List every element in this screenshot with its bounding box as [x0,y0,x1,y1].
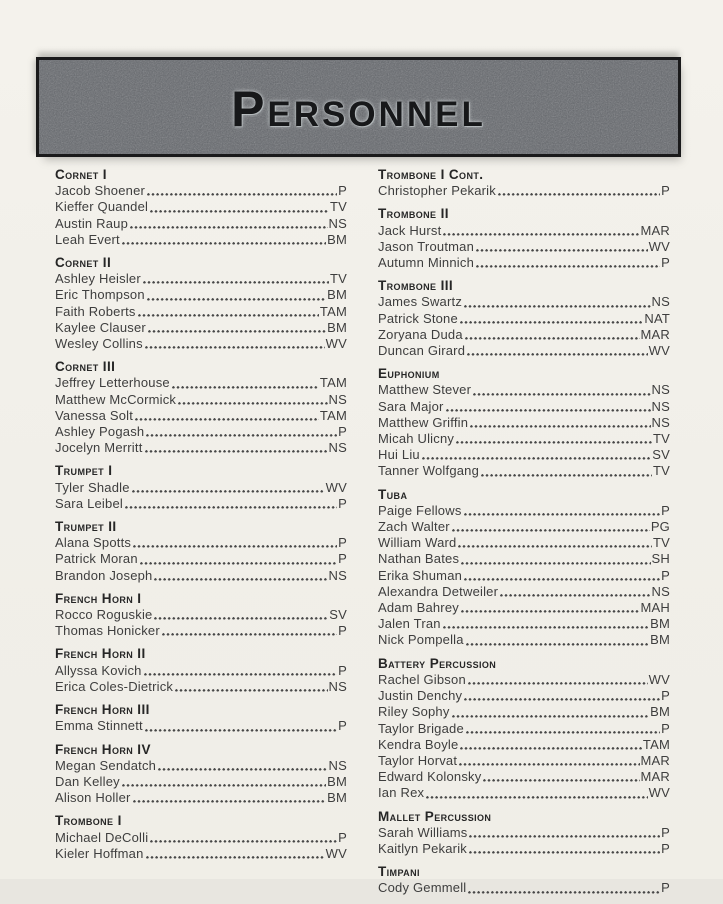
roster-row [378,239,670,255]
dot-leader [469,851,660,855]
school-code: NS [328,391,347,407]
roster-columns [0,163,723,896]
member-name: Jason Troutman [378,238,475,254]
roster-row [378,399,670,415]
dot-leader [458,545,652,549]
roster-row [378,183,670,199]
school-code: BM [650,704,670,720]
school-code: NS [651,398,670,414]
dot-leader [147,298,326,302]
section-heading: French Horn I [55,590,142,606]
member-name: Jacob Shoener [55,183,146,199]
roster-row [55,199,347,215]
member-name: Hui Liu [378,447,420,463]
roster-row [55,232,347,248]
school-code: P [661,183,670,199]
roster-row [55,216,347,232]
dot-leader [456,441,652,445]
section-heading: Trombone I [55,813,122,829]
roster-row [55,774,347,790]
roster-row [378,519,670,535]
dot-leader [464,578,660,582]
member-name: Nathan Bates [378,551,460,567]
section-heading: Cornet I [55,167,107,182]
member-name: Emma Stinnett [55,718,143,734]
instrument-section [378,278,670,359]
dot-leader [452,529,650,533]
dot-leader [460,747,641,751]
roster-row [378,688,670,704]
dot-leader [473,393,650,397]
dot-leader [470,425,650,429]
dot-leader [468,891,660,895]
school-code: P [338,535,347,551]
roster-row [55,183,347,199]
school-code: TAM [319,303,347,319]
dot-leader [133,545,337,549]
school-code: NS [328,567,347,583]
dot-leader [172,386,319,390]
roster-row [378,294,670,310]
member-name: Alexandra Detweiler [378,583,499,599]
member-name: Patrick Stone [378,310,458,326]
roster-row [378,632,670,648]
school-code: MAR [640,222,670,238]
school-code: WV [648,343,670,359]
roster-row [55,623,347,639]
school-code: MAR [640,326,670,342]
dot-leader [476,249,648,253]
member-name: Sara Leibel [55,495,123,511]
section-heading: Cornet III [55,359,116,375]
dot-leader [466,731,660,735]
member-name: Cody Gemmell [378,880,467,896]
dot-leader [483,779,639,783]
dot-leader [178,402,327,406]
instrument-section [378,809,670,858]
dot-leader [468,682,648,686]
dot-leader [132,490,325,494]
section-heading: Trombone II [378,206,449,222]
section-heading: Euphonium [378,366,440,382]
instrument-section [55,359,347,456]
roster-row [378,382,670,398]
section-heading: French Horn II [55,646,146,662]
school-code: WV [648,238,670,254]
instrument-section [378,366,670,479]
roster-row [378,431,670,447]
school-code: WV [648,785,670,801]
roster-row [378,535,670,551]
school-code: P [338,183,347,199]
dot-leader [138,314,319,318]
member-name: Autumn Minnich [378,255,475,271]
member-name: Erica Coles-Dietrick [55,678,174,694]
dot-leader [467,353,648,357]
roster-row [55,304,347,320]
dot-leader [154,578,327,582]
instrument-section [378,864,670,896]
instrument-section [55,255,347,352]
dot-leader [459,763,639,767]
instrument-section [55,702,347,734]
dot-leader [498,193,660,197]
dot-leader [140,562,337,566]
member-name: Vanessa Solt [55,407,134,423]
roster-row [378,769,670,785]
section-heading: Battery Percussion [378,655,497,671]
member-name: Erika Shuman [378,567,463,583]
member-name: Kendra Boyle [378,736,459,752]
roster-row [55,607,347,623]
dot-leader [443,233,639,237]
section-heading: Mallet Percussion [378,808,492,824]
school-code: P [661,880,670,896]
school-code: WV [648,671,670,687]
roster-row [378,503,670,519]
member-name: Eric Thompson [55,287,145,303]
dot-leader [150,210,329,214]
roster-row [378,841,670,857]
roster-row [55,679,347,695]
dot-leader [144,673,338,677]
dot-leader [162,633,337,637]
school-code: P [661,824,670,840]
dot-leader [146,856,325,860]
dot-leader [481,474,652,478]
school-code: NS [328,440,347,456]
member-name: Kieler Hoffman [55,845,144,861]
member-name: Jalen Tran [378,616,441,632]
section-heading: Trombone I Cont. [378,167,484,182]
roster-row [378,672,670,688]
school-code: TV [329,271,347,287]
member-name: Thomas Honicker [55,623,160,639]
member-name: Wesley Collins [55,336,143,352]
dot-leader [466,643,649,647]
school-code: PG [650,519,670,535]
dot-leader [145,450,328,454]
dot-leader [422,457,651,461]
school-code: NS [328,678,347,694]
personnel-banner [36,57,681,157]
school-code: BM [327,319,347,335]
school-code: NS [651,382,670,398]
roster-row [378,223,670,239]
school-code: TV [329,199,347,215]
dot-leader [446,409,651,413]
dot-leader [130,226,328,230]
roster-row [55,336,347,352]
instrument-section [55,742,347,807]
member-name: Faith Roberts [55,303,136,319]
dot-leader [461,610,640,614]
roster-row [55,392,347,408]
dot-leader [150,840,337,844]
school-code: BM [650,616,670,632]
member-name: Matthew McCormick [55,391,177,407]
instrument-section [378,656,670,802]
school-code: P [338,551,347,567]
dot-leader [122,242,326,246]
roster-row [378,721,670,737]
member-name: Dan Kelley [55,773,120,789]
roster-row [378,753,670,769]
roster-row [378,327,670,343]
instrument-section [55,167,347,248]
school-code: WV [325,336,347,352]
dot-leader [476,265,660,269]
school-code: NAT [644,310,670,326]
member-name: James Swartz [378,294,463,310]
instrument-section [378,487,670,649]
school-code: BM [327,773,347,789]
roster-row [378,785,670,801]
dot-leader [145,729,337,733]
member-name: Rocco Roguskie [55,607,153,623]
dot-leader [158,768,327,772]
dot-leader [133,800,327,804]
member-name: Brandon Joseph [55,567,153,583]
school-code: WV [325,845,347,861]
school-code: P [338,623,347,639]
dot-leader [464,305,651,309]
dot-leader [461,562,650,566]
roster-row [378,704,670,720]
school-code: P [661,720,670,736]
roster-row [55,551,347,567]
member-name: Allyssa Kovich [55,662,142,678]
school-code: P [661,502,670,518]
dot-leader [148,330,326,334]
member-name: Taylor Brigade [378,720,464,736]
member-name: William Ward [378,535,457,551]
roster-row [378,447,670,463]
school-code: P [661,255,670,271]
school-code: BM [327,231,347,247]
dot-leader [154,617,328,621]
dot-leader [465,337,640,341]
school-code: P [338,662,347,678]
personnel-column-left [55,167,347,869]
instrument-section [55,463,347,512]
school-code: TV [652,431,670,447]
section-heading: Timpani [378,864,420,880]
member-name: Justin Denchy [378,688,463,704]
member-name: Austin Raup [55,215,129,231]
page-title: Personnel [231,81,486,137]
roster-row [378,737,670,753]
instrument-section [378,167,670,199]
roster-row [55,408,347,424]
school-code: P [661,688,670,704]
school-code: TAM [642,736,670,752]
school-code: P [661,567,670,583]
dot-leader [426,796,647,800]
dot-leader [146,434,337,438]
instrument-section [378,206,670,271]
member-name: Leah Evert [55,231,120,247]
dot-leader [460,321,643,325]
member-name: Sara Major [378,398,444,414]
roster-row [378,551,670,567]
member-name: Tyler Shadle [55,479,130,495]
roster-row [378,600,670,616]
dot-leader [147,193,337,197]
school-code: P [338,829,347,845]
member-name: Alana Spotts [55,535,132,551]
member-name: Adam Bahrey [378,600,459,616]
member-name: Jack Hurst [378,222,442,238]
section-heading: Trumpet II [55,519,117,535]
instrument-section [55,591,347,640]
roster-row [55,424,347,440]
member-name: Christopher Pekarik [378,183,496,199]
dot-leader [135,418,319,422]
school-code: NS [651,294,670,310]
roster-row [378,311,670,327]
member-name: Riley Sophy [378,704,450,720]
school-code: SV [652,447,670,463]
roster-row [55,287,347,303]
roster-row [378,415,670,431]
roster-row [55,480,347,496]
member-name: Duncan Girard [378,343,466,359]
roster-row [378,343,670,359]
member-name: Jeffrey Letterhouse [55,375,170,391]
member-name: Sarah Williams [378,824,468,840]
school-code: TV [652,535,670,551]
school-code: P [338,424,347,440]
school-code: TAM [319,407,347,423]
member-name: Rachel Gibson [378,671,466,687]
dot-leader [464,698,660,702]
member-name: Tanner Wolfgang [378,463,480,479]
member-name: Kaitlyn Pekarik [378,840,467,856]
member-name: Ashley Pogash [55,424,145,440]
member-name: Matthew Griffin [378,414,469,430]
school-code: BM [327,287,347,303]
section-heading: French Horn IV [55,741,151,757]
school-code: TAM [319,375,347,391]
school-code: NS [328,215,347,231]
roster-row [378,584,670,600]
member-name: Paige Fellows [378,502,462,518]
member-name: Kaylee Clauser [55,319,146,335]
school-code: MAR [640,752,670,768]
dot-leader [125,506,337,510]
roster-row [55,320,347,336]
school-code: TV [652,463,670,479]
roster-row [55,496,347,512]
dot-leader [143,281,329,285]
school-code: NS [651,414,670,430]
school-code: SH [651,551,670,567]
member-name: Alison Holler [55,790,131,806]
dot-leader [175,689,327,693]
section-heading: Cornet II [55,255,112,271]
roster-row [378,880,670,896]
instrument-section [55,519,347,584]
school-code: MAH [640,600,670,616]
section-heading: Trumpet I [55,463,113,479]
school-code: BM [650,632,670,648]
roster-row [378,616,670,632]
member-name: Megan Sendatch [55,757,157,773]
personnel-column-right [378,167,670,904]
instrument-section [55,813,347,862]
member-name: Patrick Moran [55,551,138,567]
member-name: Michael DeColli [55,829,149,845]
roster-row [55,440,347,456]
dot-leader [469,835,660,839]
dot-leader [443,626,649,630]
school-code: NS [651,583,670,599]
member-name: Ashley Heisler [55,271,141,287]
roster-row [378,568,670,584]
section-heading: French Horn III [55,702,150,718]
school-code: P [661,840,670,856]
roster-row [55,375,347,391]
member-name: Kieffer Quandel [55,199,149,215]
school-code: P [338,495,347,511]
roster-row [55,663,347,679]
roster-row [378,255,670,271]
roster-row [378,463,670,479]
member-name: Zach Walter [378,519,450,535]
school-code: SV [329,607,347,623]
dot-leader [464,513,661,517]
member-name: Jocelyn Merritt [55,440,143,456]
roster-row [55,718,347,734]
instrument-section [55,646,347,695]
section-heading: Tuba [378,486,408,502]
member-name: Micah Ulicny [378,431,455,447]
member-name: Zoryana Duda [378,326,463,342]
member-name: Taylor Horvat [378,752,458,768]
roster-row [55,758,347,774]
school-code: BM [327,790,347,806]
roster-row [55,271,347,287]
member-name: Matthew Stever [378,382,472,398]
school-code: NS [328,757,347,773]
school-code: WV [325,479,347,495]
roster-row [378,825,670,841]
roster-row [55,846,347,862]
section-heading: Trombone III [378,278,454,294]
dot-leader [500,594,650,598]
member-name: Nick Pompella [378,632,464,648]
school-code: P [338,718,347,734]
member-name: Edward Kolonsky [378,769,482,785]
dot-leader [452,715,650,719]
dot-leader [145,346,325,350]
member-name: Ian Rex [378,785,425,801]
roster-row [55,568,347,584]
roster-row [55,790,347,806]
school-code: MAR [640,769,670,785]
roster-row [55,535,347,551]
roster-row [55,830,347,846]
dot-leader [122,784,326,788]
